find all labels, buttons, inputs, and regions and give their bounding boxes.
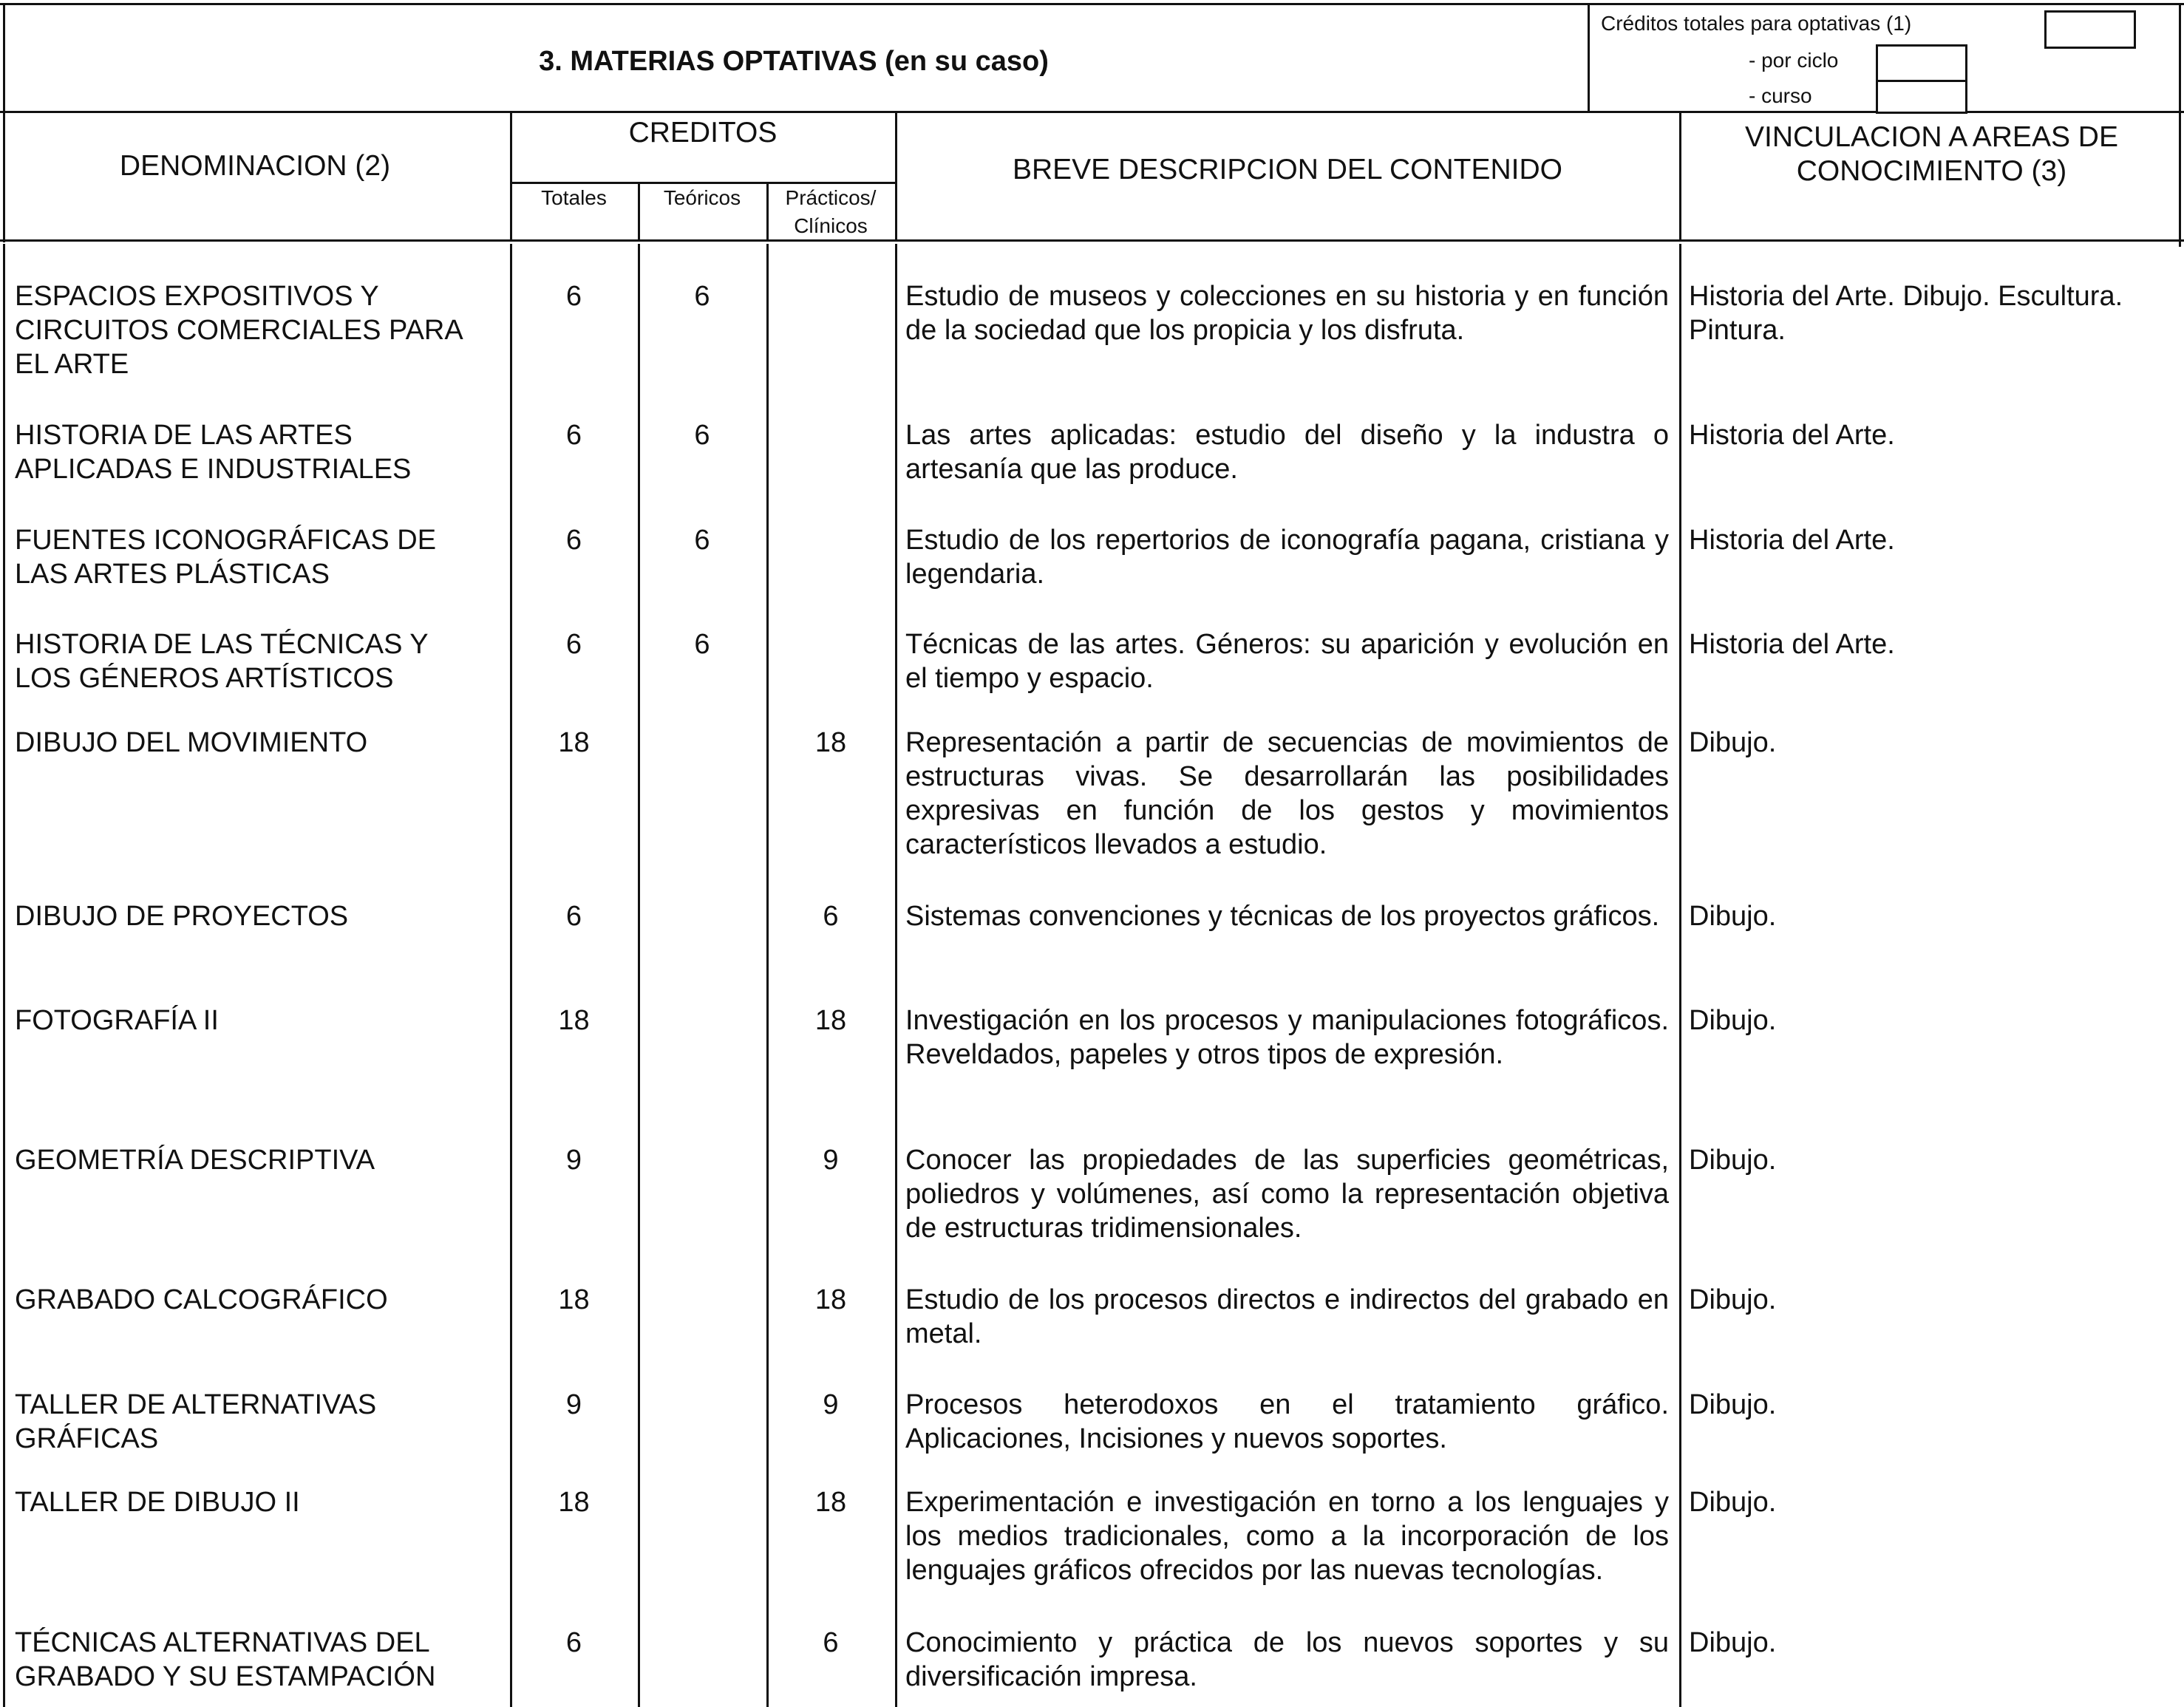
subject-description: Estudio de los repertorios de iconografía pagana, cristiana y legendaria. <box>905 525 1669 590</box>
subject-name: TALLER DE ALTERNATIVAS GRÁFICAS <box>15 1389 377 1454</box>
credits-practicos: 18 <box>814 1487 847 1518</box>
header-practicos-line1: Prácticos/ <box>785 186 877 209</box>
credits-practicos: 18 <box>814 1284 847 1315</box>
subject-name: HISTORIA DE LAS TÉCNICAS Y LOS GÉNEROS ARTÍSTICOS <box>15 629 429 694</box>
subject-description: Conocer las propiedades de las superficies geométricas, poliedros y volúmenes, así como la representación objetiva de estructuras tridimensionales. <box>905 1145 1669 1244</box>
header-creditos: CREDITOS <box>628 117 778 149</box>
credits-practicos: 6 <box>823 901 839 932</box>
curso-label: - curso <box>1749 84 1812 107</box>
credits-teoricos: 6 <box>694 281 710 312</box>
por-ciclo-box <box>1876 44 1967 83</box>
subject-description: Investigación en los procesos y manipulaciones fotográficos. Reveldados, papeles y otros tipos de expresión. <box>905 1005 1669 1070</box>
creditos-totales-label: Créditos totales para optativas (1) <box>1601 12 1912 35</box>
subject-description: Las artes aplicadas: estudio del diseño y la industra o artesanía que las produce. <box>905 420 1669 485</box>
title-credits-divider <box>1588 3 1590 112</box>
knowledge-area: Historia del Arte. Dibujo. Escultura. Pintura. <box>1689 281 2123 346</box>
knowledge-area: Dibujo. <box>1689 1284 1777 1315</box>
header-denominacion: DENOMINACION (2) <box>119 150 391 182</box>
knowledge-area: Dibujo. <box>1689 1487 1777 1518</box>
subject-description: Técnicas de las artes. Géneros: su aparición y evolución en el tiempo y espacio. <box>905 629 1669 694</box>
column-header-bottom <box>0 239 2184 242</box>
subject-description: Conocimiento y práctica de los nuevos soportes y su diversificación impresa. <box>905 1627 1669 1692</box>
creditos-totales-box <box>2044 10 2136 49</box>
knowledge-area: Dibujo. <box>1689 901 1777 932</box>
subject-name: ESPACIOS EXPOSITIVOS Y CIRCUITOS COMERCIALES PARA EL ARTE <box>15 281 463 380</box>
knowledge-area: Historia del Arte. <box>1689 629 1895 660</box>
credits-totales: 18 <box>558 1487 590 1518</box>
body-divider-descripcion <box>1679 244 1681 1707</box>
subject-description: Representación a partir de secuencias de movimientos de estructuras vivas. Se desarrollarán las posibilidades expresivas en función de los gestos y movimientos característicos llevados a estudio. <box>905 727 1669 860</box>
knowledge-area: Dibujo. <box>1689 1389 1777 1420</box>
credits-teoricos: 6 <box>694 420 710 451</box>
credits-totales: 18 <box>558 1005 590 1036</box>
subject-name: HISTORIA DE LAS ARTES APLICADAS E INDUSTRIALES <box>15 420 412 485</box>
credits-totales: 18 <box>558 727 590 758</box>
subject-name: FUENTES ICONOGRÁFICAS DE LAS ARTES PLÁSTICAS <box>15 525 437 590</box>
subject-name: FOTOGRAFÍA II <box>15 1005 219 1036</box>
credits-teoricos: 6 <box>694 629 710 660</box>
header-vinculacion-line2: CONOCIMIENTO (3) <box>1796 155 2067 187</box>
credits-practicos: 18 <box>814 1005 847 1036</box>
subject-name: TALLER DE DIBUJO II <box>15 1487 300 1518</box>
creditos-subheader-line <box>510 182 896 184</box>
header-practicos-line2: Clínicos <box>794 214 868 237</box>
credits-practicos: 6 <box>823 1627 839 1658</box>
subject-description: Estudio de los procesos directos e indirectos del grabado en metal. <box>905 1284 1669 1349</box>
page-title: 3. MATERIAS OPTATIVAS (en su caso) <box>539 46 1049 77</box>
knowledge-area: Dibujo. <box>1689 1627 1777 1658</box>
subject-description: Sistemas convenciones y técnicas de los proyectos gráficos. <box>905 901 1660 932</box>
table-left-border <box>3 3 5 242</box>
body-divider-totales <box>638 244 640 1707</box>
credits-totales: 9 <box>565 1389 582 1420</box>
subject-name: GEOMETRÍA DESCRIPTIVA <box>15 1145 375 1176</box>
credits-totales: 6 <box>565 901 582 932</box>
credits-practicos: 9 <box>823 1145 839 1176</box>
credits-totales: 6 <box>565 1627 582 1658</box>
knowledge-area: Historia del Arte. <box>1689 420 1895 451</box>
subject-name: DIBUJO DE PROYECTOS <box>15 901 349 932</box>
credits-totales: 9 <box>565 1145 582 1176</box>
subject-name: GRABADO CALCOGRÁFICO <box>15 1284 388 1315</box>
credits-practicos: 9 <box>823 1389 839 1420</box>
subject-description: Procesos heterodoxos en el tratamiento gráfico. Aplicaciones, Incisiones y nuevos soportes. <box>905 1389 1669 1454</box>
credits-totales: 6 <box>565 281 582 312</box>
por-ciclo-label: - por ciclo <box>1749 49 1839 72</box>
body-divider-creditos <box>895 244 897 1707</box>
credits-teoricos: 6 <box>694 525 710 556</box>
header-descripcion: BREVE DESCRIPCION DEL CONTENIDO <box>1012 154 1562 185</box>
subject-description: Estudio de museos y colecciones en su historia y en función de la sociedad que los propicia y los disfruta. <box>905 281 1669 346</box>
subject-name: TÉCNICAS ALTERNATIVAS DEL GRABADO Y SU ESTAMPACIÓN <box>15 1627 436 1692</box>
knowledge-area: Dibujo. <box>1689 727 1777 758</box>
knowledge-area: Historia del Arte. <box>1689 525 1895 556</box>
knowledge-area: Dibujo. <box>1689 1005 1777 1036</box>
curso-box <box>1876 80 1967 114</box>
credits-totales: 6 <box>565 420 582 451</box>
knowledge-area: Dibujo. <box>1689 1145 1777 1176</box>
credits-totales: 6 <box>565 629 582 660</box>
credits-totales: 18 <box>558 1284 590 1315</box>
header-vinculacion-line1: VINCULACION A AREAS DE <box>1744 121 2118 153</box>
subject-description: Experimentación e investigación en torno a los lenguajes y los medios tradicionales, como a la incorporación de los lenguajes gráficos ofrecidos por las nuevas tecnologías. <box>905 1487 1669 1586</box>
subject-name: DIBUJO DEL MOVIMIENTO <box>15 727 368 758</box>
header-totales: Totales <box>541 186 607 209</box>
credits-totales: 6 <box>565 525 582 556</box>
header-row-divider <box>0 111 2184 113</box>
table-top-border <box>0 3 2184 5</box>
credits-practicos: 18 <box>814 727 847 758</box>
header-teoricos: Teóricos <box>663 186 741 209</box>
body-left-border <box>3 244 5 1707</box>
